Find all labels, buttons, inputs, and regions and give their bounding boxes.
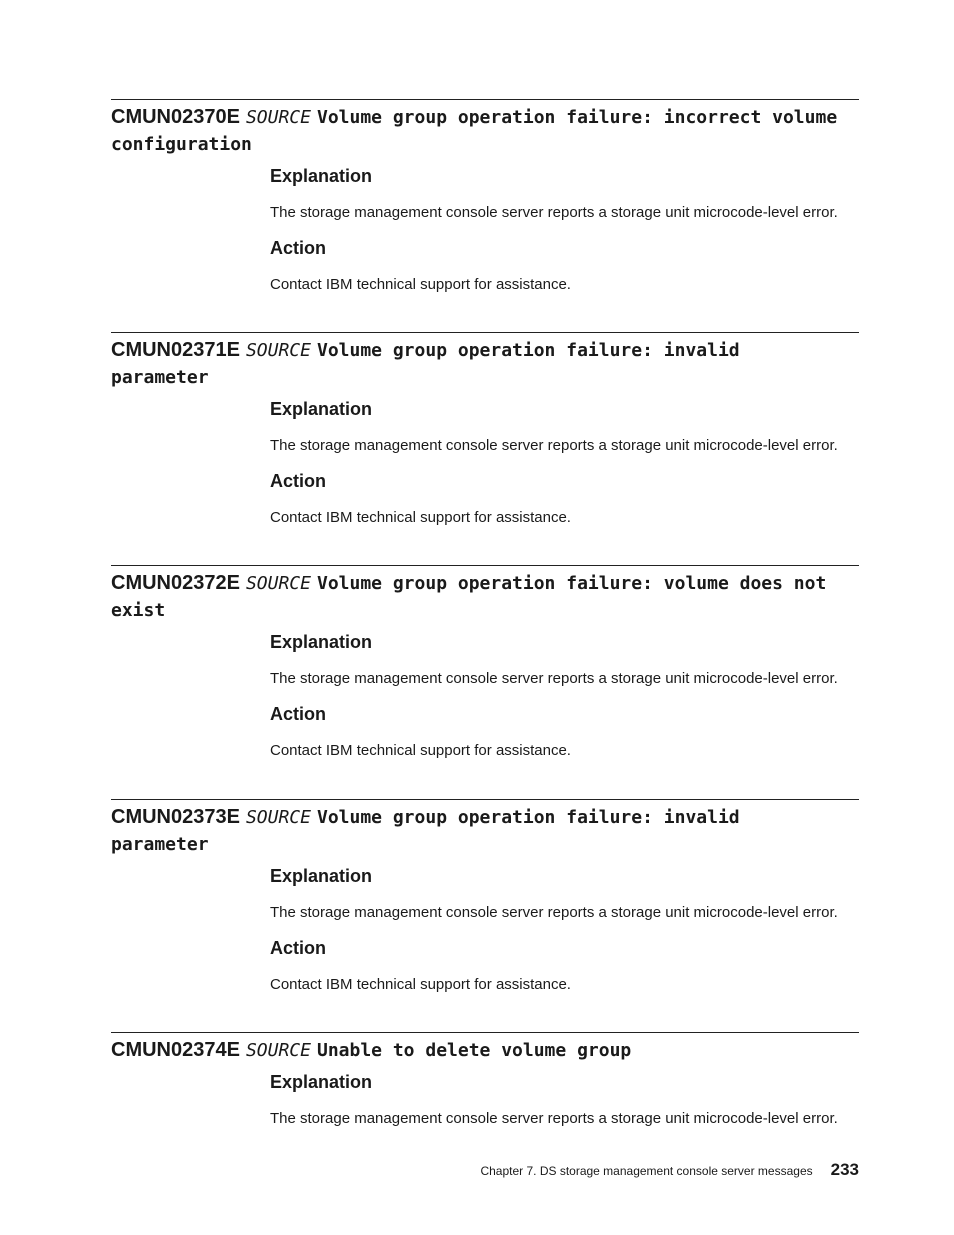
message-entry [111, 1032, 859, 1128]
message-body [270, 865, 850, 994]
action-heading: Action [270, 704, 326, 724]
action-heading: Action [270, 238, 326, 258]
action-text: Contact IBM technical support for assistance. [270, 276, 571, 293]
explanation-heading: Explanation [270, 866, 373, 886]
message-body [270, 165, 850, 294]
message-text: Volume group operation failure: incorrect volume configuration [111, 107, 838, 155]
message-source: SOURCE [245, 107, 311, 128]
explanation-heading: Explanation [270, 166, 373, 186]
message-entry [111, 565, 859, 760]
explanation-heading: Explanation [270, 632, 373, 652]
message-title [111, 100, 859, 158]
action-text: Contact IBM technical support for assistance. [270, 509, 571, 526]
message-id: CMUN02374E [111, 1039, 240, 1061]
action-heading: Action [270, 471, 326, 491]
message-source: SOURCE [245, 340, 311, 361]
message-source: SOURCE [245, 807, 311, 828]
message-source: SOURCE [245, 1040, 311, 1061]
message-entry [111, 332, 859, 527]
footer-chapter: Chapter 7. DS storage management console server messages [480, 1164, 813, 1178]
message-body [270, 1071, 850, 1128]
message-entry [111, 799, 859, 994]
message-id: CMUN02370E [111, 106, 240, 128]
page-footer [480, 1160, 859, 1180]
message-title [111, 800, 771, 858]
explanation-heading: Explanation [270, 399, 373, 419]
message-body [270, 631, 850, 760]
explanation-text: The storage management console server reports a storage unit microcode-level error. [270, 204, 838, 221]
action-text: Contact IBM technical support for assistance. [270, 976, 571, 993]
action-heading: Action [270, 938, 326, 958]
explanation-heading: Explanation [270, 1072, 373, 1092]
message-entry [111, 99, 859, 294]
message-id: CMUN02372E [111, 572, 240, 594]
message-title [111, 1033, 859, 1064]
page-number: 233 [830, 1160, 859, 1179]
message-id: CMUN02371E [111, 339, 240, 361]
message-text: Volume group operation failure: invalid parameter [111, 807, 740, 855]
explanation-text: The storage management console server reports a storage unit microcode-level error. [270, 437, 838, 454]
explanation-text: The storage management console server reports a storage unit microcode-level error. [270, 670, 838, 687]
message-text: Unable to delete volume group [316, 1040, 632, 1061]
message-body [270, 398, 850, 527]
message-source: SOURCE [245, 573, 311, 594]
message-title [111, 566, 859, 624]
explanation-text: The storage management console server reports a storage unit microcode-level error. [270, 904, 838, 921]
message-title [111, 333, 771, 391]
message-id: CMUN02373E [111, 806, 240, 828]
message-text: Volume group operation failure: invalid parameter [111, 340, 740, 388]
explanation-text: The storage management console server reports a storage unit microcode-level error. [270, 1110, 838, 1127]
action-text: Contact IBM technical support for assistance. [270, 742, 571, 759]
message-text: Volume group operation failure: volume does not exist [111, 573, 827, 621]
